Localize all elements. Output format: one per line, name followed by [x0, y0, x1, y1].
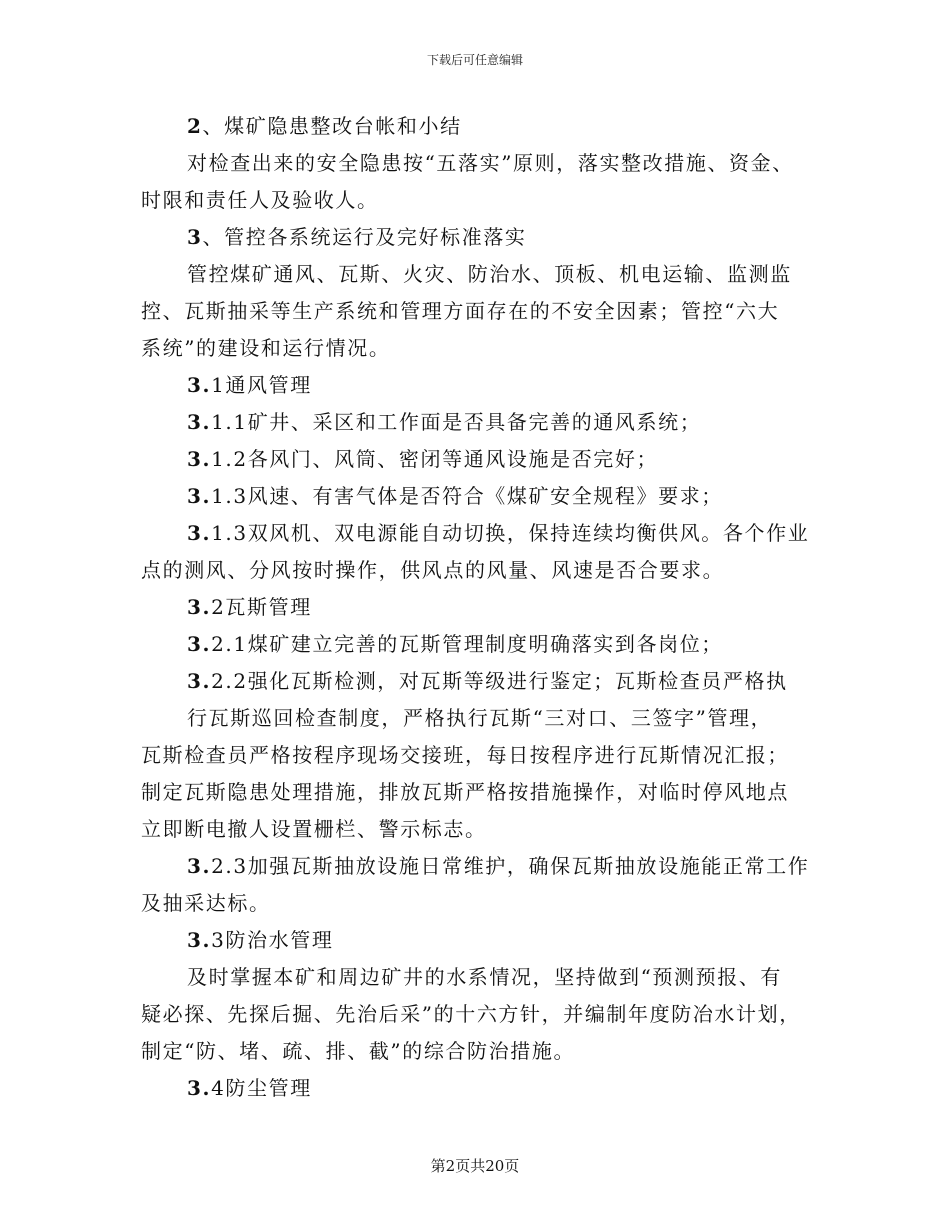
item-text: 1.3风速、有害气体是否符合《煤矿安全规程》要求；: [211, 484, 723, 508]
heading-3: [141, 219, 813, 256]
item-number: 3.: [187, 632, 212, 656]
list-item: [141, 626, 813, 663]
paragraph-line: 时限和责任人及验收人。: [141, 188, 379, 212]
paragraph-line: 行瓦斯巡回检查制度，严格执行瓦斯“三对口、三签字”管理，: [187, 706, 773, 730]
item-text: 2.3加强瓦斯抽放设施日常维护，确保瓦斯抽放设施能正常工作: [211, 854, 810, 878]
heading-3-2: [141, 589, 813, 626]
heading-3-1: [141, 367, 813, 404]
page-footer: 第2页共20页: [430, 1157, 520, 1175]
paragraph-line: 及抽采达标。: [141, 891, 271, 915]
document-body: [141, 108, 813, 1107]
heading-text: 、管控各系统运行及完好标准落实: [202, 225, 527, 249]
paragraph-line: 制定“防、堵、疏、排、截”的综合防治措施。: [141, 1039, 576, 1063]
page-header: 下载后可任意编辑: [426, 53, 523, 67]
item-text: 1.3双风机、双电源能自动切换，保持连续均衡供风。各个作业: [211, 521, 810, 545]
item-text: 2.1煤矿建立完善的瓦斯管理制度明确落实到各岗位；: [211, 632, 723, 656]
item-number: 3.: [187, 484, 212, 508]
item-number: 3.: [187, 669, 212, 693]
heading-2: [141, 108, 813, 145]
paragraph-line: 对检查出来的安全隐患按“五落实”原则，落实整改措施、资金、: [187, 151, 794, 175]
heading-text: 3防治水管理: [211, 928, 334, 952]
list-item: [141, 441, 813, 478]
list-item: [141, 663, 813, 700]
heading-number: 3.: [187, 595, 212, 619]
heading-text: 、煤矿隐患整改台帐和小结: [202, 114, 462, 138]
heading-text: 1通风管理: [211, 373, 312, 397]
paragraph-line: 立即断电撤人设置栅栏、警示标志。: [141, 817, 487, 841]
list-item: [141, 848, 813, 885]
list-item: [141, 515, 813, 552]
item-text: 1.2各风门、风筒、密闭等通风设施是否完好；: [211, 447, 659, 471]
paragraph-line: 系统”的建设和运行情况。: [141, 336, 391, 360]
item-number: 3.: [187, 410, 212, 434]
heading-number: 3.: [187, 928, 212, 952]
paragraph-line: 及时掌握本矿和周边矿井的水系情况，坚持做到“预测预报、有: [187, 965, 783, 989]
heading-text: 2瓦斯管理: [211, 595, 312, 619]
paragraph-line: 疑必探、先探后掘、先治后采”的十六方针，并编制年度防冶水计划，: [141, 1002, 801, 1026]
paragraph-line: 点的测风、分风按时操作，供风点的风量、风速是否合要求。: [141, 558, 725, 582]
item-text: 2.2强化瓦斯检测，对瓦斯等级进行鉴定；瓦斯检查员严格执: [211, 669, 788, 693]
heading-3-4: [141, 1070, 813, 1107]
list-item: [141, 404, 813, 441]
list-item: [141, 478, 813, 515]
paragraph-line: 管控煤矿通风、瓦斯、火灾、防治水、顶板、机电运输、监测监: [187, 262, 792, 286]
item-number: 3.: [187, 521, 212, 545]
item-number: 3.: [187, 447, 212, 471]
heading-number: 3: [187, 225, 203, 249]
item-text: 1.1矿井、采区和工作面是否具备完善的通风系统；: [211, 410, 702, 434]
heading-number: 3.: [187, 1076, 212, 1100]
heading-number: 2: [187, 114, 203, 138]
item-number: 3.: [187, 854, 212, 878]
paragraph-line: 制定瓦斯隐患处理措施，排放瓦斯严格按措施操作，对临时停风地点: [141, 780, 789, 804]
heading-3-3: [141, 922, 813, 959]
heading-number: 3.: [187, 373, 212, 397]
heading-text: 4防尘管理: [211, 1076, 312, 1100]
paragraph-line: 控、瓦斯抽采等生产系统和管理方面存在的不安全因素；管控“六大: [141, 299, 780, 323]
paragraph-line: 瓦斯检查员严格按程序现场交接班，每日按程序进行瓦斯情况汇报；: [141, 743, 789, 767]
